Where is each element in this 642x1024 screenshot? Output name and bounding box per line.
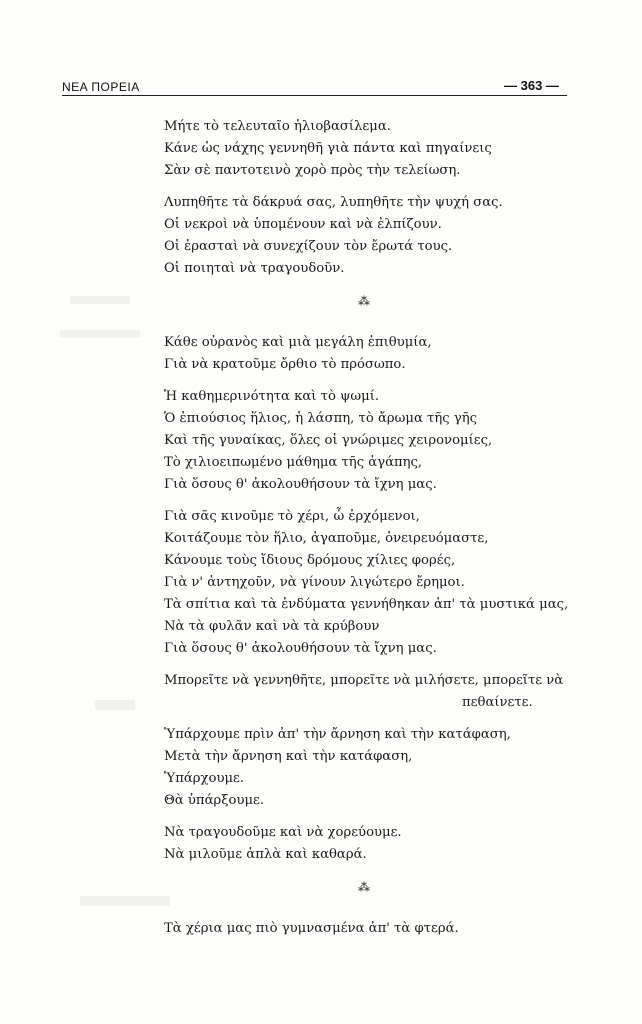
- bleed-through-mark: [70, 296, 130, 304]
- bleed-through-mark: [80, 896, 170, 906]
- poem-line: Γιὰ ν' ἀντηχοῦν, νὰ γίνουν λιγώτερο ἔρημοι.: [164, 575, 465, 590]
- poem-line: Γιὰ ὅσους θ' ἀκολουθήσουν τὰ ἴχνη μας.: [164, 477, 437, 492]
- poem-line: Κάνουμε τοὺς ἴδιους δρόμους χίλιες φορές,: [164, 553, 456, 568]
- poem-line: Οἱ ἐρασταὶ νὰ συνεχίζουν τὸν ἔρωτά τους.: [164, 239, 453, 254]
- section-ornament: ⁂: [358, 880, 370, 894]
- poem-line: Τὰ χέρια μας πιὸ γυμνασμένα ἀπ' τὰ φτερά.: [164, 921, 459, 936]
- poem-line: Κάθε οὐρανὸς καὶ μιὰ μεγάλη ἐπιθυμία,: [164, 335, 432, 350]
- poem-line: Οἱ νεκροὶ νὰ ὑπομένουν καὶ νὰ ἐλπίζουν.: [164, 217, 442, 232]
- poem-line: Ὁ ἐπιούσιος ἥλιος, ἡ λάσπη, τὸ ἄρωμα τῆς γῆς: [164, 411, 477, 426]
- poem-line: Νὰ τραγουδοῦμε καὶ νὰ χορεύουμε.: [164, 825, 402, 840]
- poem-line: Ἡ καθημερινότητα καὶ τὸ ψωμί.: [164, 389, 380, 404]
- bleed-through-mark: [60, 330, 140, 338]
- poem-line: Μετὰ τὴν ἄρνηση καὶ τὴν κατάφαση,: [164, 749, 413, 764]
- section-ornament: ⁂: [358, 294, 370, 308]
- stanza: [164, 116, 594, 182]
- poem-line: Θὰ ὑπάρξουμε.: [164, 793, 265, 808]
- poem-line: Νὰ μιλοῦμε ἁπλὰ καὶ καθαρά.: [164, 847, 367, 862]
- poem-line: Γιὰ ὅσους θ' ἀκολουθήσουν τὰ ἴχνη μας.: [164, 641, 437, 656]
- poem-line: Μπορεῖτε νὰ γεννηθῆτε, μπορεῖτε νὰ μιλήσετε, μπορεῖτε νὰ: [164, 673, 564, 688]
- header-rule: [62, 95, 567, 96]
- stanza: [164, 506, 594, 660]
- stanza: [164, 670, 594, 714]
- stanza: [164, 822, 594, 866]
- poem-line: Γιὰ νὰ κρατοῦμε ὄρθιο τὸ πρόσωπο.: [164, 357, 406, 372]
- poem-line: Ὑπάρχουμε πρὶν ἀπ' τὴν ἄρνηση καὶ τὴν κατάφαση,: [164, 727, 511, 742]
- poem-line: Λυπηθῆτε τὰ δάκρυά σας, λυπηθῆτε τὴν ψυχή σας.: [164, 195, 503, 210]
- poem-line: Οἱ ποιηταὶ νὰ τραγουδοῦν.: [164, 261, 345, 276]
- stanza: [164, 192, 594, 280]
- poem-line: Τὸ χιλιοειπωμένο μάθημα τῆς ἀγάπης,: [164, 455, 423, 470]
- poem-line: Μήτε τὸ τελευταῖο ἡλιοβασίλεμα.: [164, 119, 391, 134]
- journal-title: ΝΕΑ ΠΟΡΕΙΑ: [62, 80, 140, 94]
- stanza: [164, 332, 594, 376]
- poem-line: Κάνε ὡς νάχης γεννηθῆ γιὰ πάντα καὶ πηγαίνεις: [164, 141, 492, 156]
- poem-line-continuation: πεθαίνετε.: [462, 695, 533, 710]
- page-number: — 363 —: [504, 78, 559, 93]
- poem-line: Ὑπάρχουμε.: [164, 771, 245, 786]
- stanza: [164, 918, 594, 940]
- poem-line: Σὰν σὲ παντοτεινὸ χορὸ πρὸς τὴν τελείωση.: [164, 163, 461, 178]
- poem-line: Τὰ σπίτια καὶ τὰ ἐνδύματα γεννήθηκαν ἀπ' τὰ μυστικά μας,: [164, 597, 569, 612]
- poem-line: Καὶ τῆς γυναίκας, ὅλες οἱ γνώριμες χειρονομίες,: [164, 433, 493, 448]
- poem-line: Γιὰ σᾶς κινοῦμε τὸ χέρι, ὦ ἐρχόμενοι,: [164, 509, 420, 524]
- stanza: [164, 386, 594, 496]
- bleed-through-mark: [95, 700, 135, 710]
- poem-body: [164, 116, 594, 950]
- page-header: [0, 0, 642, 100]
- poem-line: Νὰ τὰ φυλᾶν καὶ νὰ τὰ κρύβουν: [164, 619, 380, 634]
- stanza: [164, 724, 594, 812]
- poem-line: Κοιτάζουμε τὸν ἥλιο, ἀγαποῦμε, ὀνειρευόμαστε,: [164, 531, 489, 546]
